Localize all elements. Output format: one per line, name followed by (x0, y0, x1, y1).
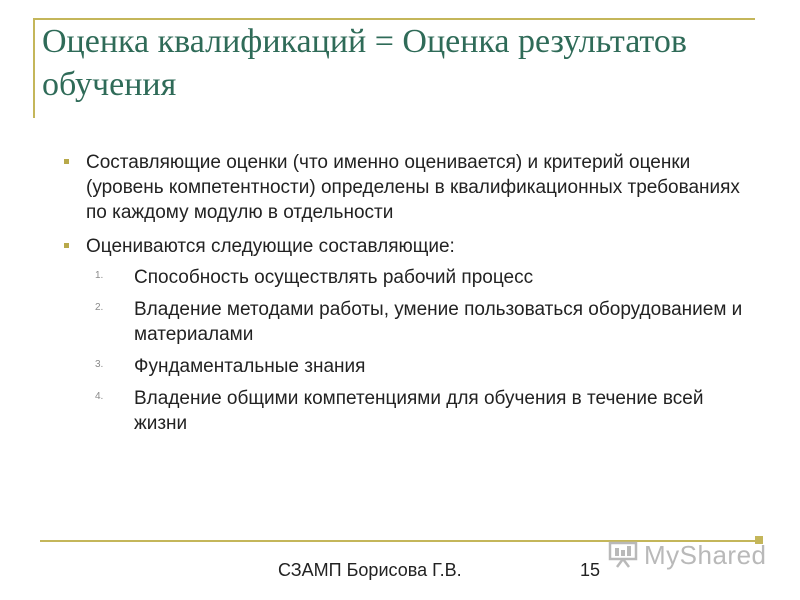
numbered-item (60, 354, 750, 379)
slide-content (60, 150, 750, 443)
bullet-item (60, 150, 750, 225)
item-text: Владение общими компетенциями для обучения в течение всей жизни (134, 388, 704, 434)
footer-author: СЗАМП Борисова Г.В. (278, 560, 462, 580)
item-number: 2. (95, 302, 104, 313)
presentation-board-icon (608, 540, 638, 568)
slide-title: Оценка квалификаций = Оценка результатов обучения (42, 23, 687, 103)
numbered-item (60, 297, 750, 347)
watermark-text: MyShared (644, 540, 767, 570)
bullet-item (60, 234, 750, 259)
item-text: Фундаментальные знания (134, 356, 366, 377)
watermark-logo (608, 538, 768, 572)
numbered-list (60, 265, 750, 436)
bullet-text: Составляющие оценки (что именно оценивается) и критерий оценки (уровень компетентности) определены в квалификационных требованиях по каждому модулю в отдельности (86, 152, 740, 223)
item-number: 4. (95, 391, 104, 402)
square-bullet-icon (64, 159, 69, 164)
item-number: 1. (95, 270, 104, 281)
item-text: Владение методами работы, умение пользоваться оборудованием и материалами (134, 299, 743, 345)
bullet-text: Оцениваются следующие составляющие: (86, 236, 455, 257)
item-number: 3. (95, 359, 104, 370)
page-number: 15 (580, 560, 601, 580)
square-bullet-icon (64, 243, 69, 248)
numbered-item (60, 386, 750, 436)
numbered-item (60, 265, 750, 290)
item-text: Способность осуществлять рабочий процесс (134, 267, 534, 288)
frame-line-left (33, 18, 35, 118)
